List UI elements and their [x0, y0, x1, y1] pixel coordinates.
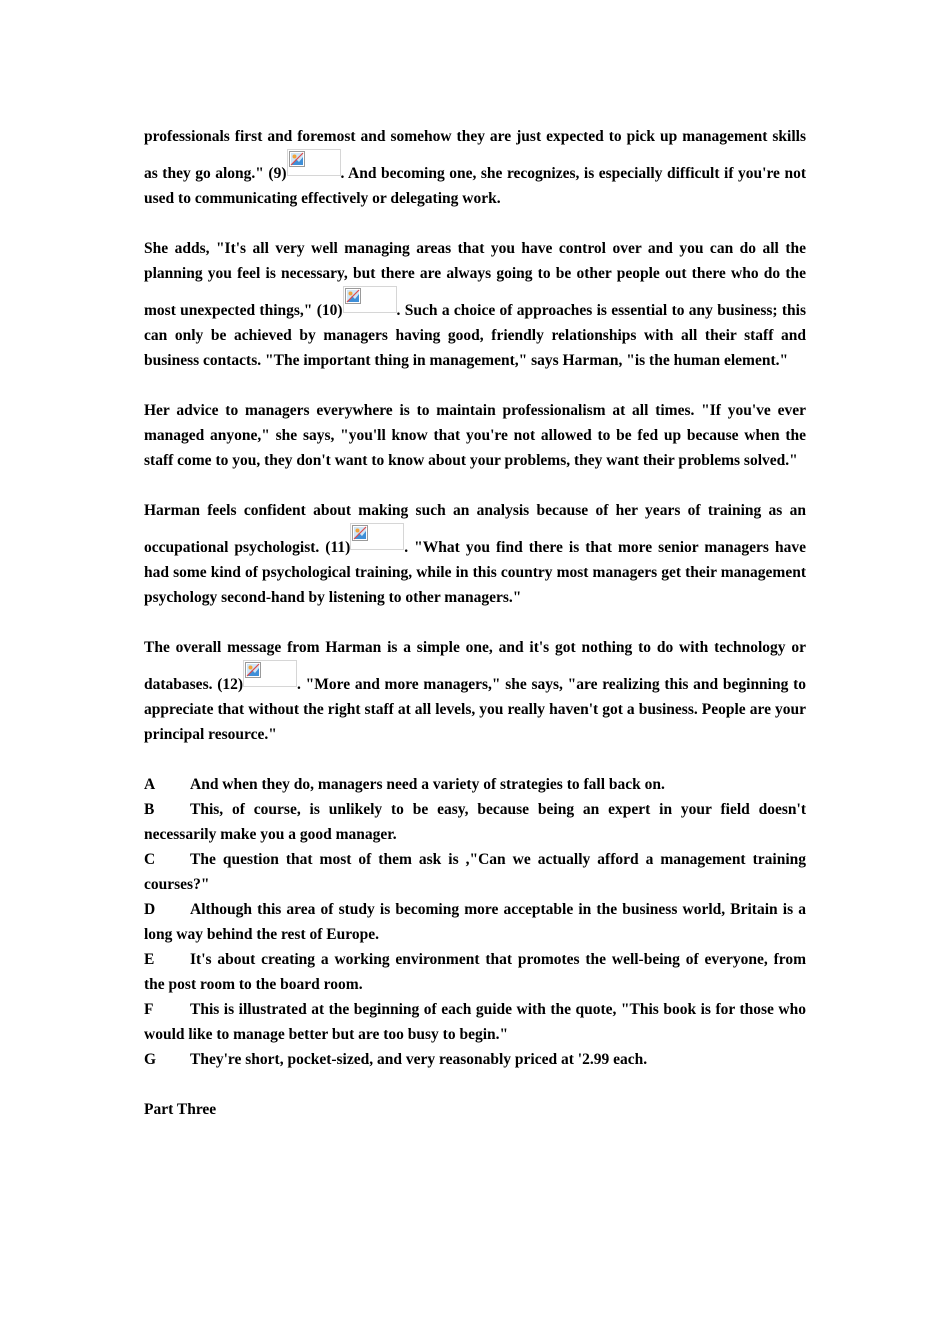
paragraph-2-text-after: . Such a choice of approaches is essential to any business; this can only be achieved by managers having good, friendly relationships with all their staff and business contacts. "The important thing in management," says Harman, "is the human element.": [144, 302, 807, 369]
option-f: [144, 997, 806, 1047]
option-a: [144, 772, 806, 797]
option-letter: A: [144, 776, 156, 793]
paragraph-4-text-before: Harman feels confident about making such an analysis because of her years of training as an occupational psychologist. (11): [144, 502, 806, 556]
option-d: [144, 897, 806, 947]
broken-image-icon: [345, 288, 361, 304]
paragraph-2: [144, 236, 806, 373]
option-letter: G: [144, 1051, 157, 1068]
option-letter: C: [144, 851, 156, 868]
option-text: And when they do, managers need a variety of strategies to fall back on.: [190, 776, 665, 793]
option-letter: D: [144, 901, 156, 918]
option-text: They're short, pocket-sized, and very reasonably priced at '2.99 each.: [190, 1051, 648, 1068]
paragraph-5-text-after: . "More and more managers," she says, "are realizing this and beginning to appreciate that without the right staff at all levels, you really haven't got a business. People are your principal resource.": [144, 676, 806, 743]
option-text: Although this area of study is becoming more acceptable in the business world, Britain is a long way behind the rest of Europe.: [144, 901, 806, 943]
broken-image-icon: [289, 151, 305, 167]
paragraph-5: [144, 635, 806, 747]
answer-options-list: [144, 772, 806, 1072]
option-text: This, of course, is unlikely to be easy, because being an expert in your field doesn't necessarily make you a good manager.: [144, 801, 806, 843]
paragraph-1-text-before: professionals first and foremost and somehow they are just expected to pick up management skills as they go along." (9): [144, 128, 806, 182]
section-heading: Part Three: [144, 1101, 217, 1118]
option-letter: F: [144, 1001, 154, 1018]
paragraph-4-text-after: . "What you find there is that more senior managers have had some kind of psychological training, while in this country most managers get their management psychology second-hand by listening to other managers.": [144, 539, 806, 606]
paragraph-5-text-before: The overall message from Harman is a simple one, and it's got nothing to do with technology or databases. (12): [144, 639, 806, 693]
paragraph-2-text-before: She adds, "It's all very well managing areas that you have control over and you can do all the planning you feel is necessary, but there are always going to be other people out there who do the most unexpected things," (10): [144, 240, 806, 319]
option-text: This is illustrated at the beginning of each guide with the quote, "This book is for those who would like to manage better but are too busy to begin.": [144, 1001, 806, 1043]
paragraph-3: Her advice to managers everywhere is to maintain professionalism at all times. "If you've ever managed anyone," she says, "you'll know that you're not allowed to be fed up because when the staff come to you, they don't want to know about your problems, they want their problems solved.": [144, 402, 806, 469]
option-text: The question that most of them ask is ,"Can we actually afford a management training courses?": [144, 851, 806, 893]
option-c: [144, 847, 806, 897]
answer-blank-10[interactable]: [343, 286, 397, 313]
paragraph-1-text-after: . And becoming one, she recognizes, is especially difficult if you're not used to communicating effectively or delegating work.: [144, 165, 806, 207]
option-letter: B: [144, 801, 155, 818]
broken-image-icon: [245, 662, 261, 678]
option-e: [144, 947, 806, 997]
option-g: [144, 1047, 806, 1072]
broken-image-icon: [352, 525, 368, 541]
answer-blank-12[interactable]: [243, 660, 297, 687]
paragraph-4: [144, 498, 806, 610]
document-page: [144, 124, 806, 1122]
answer-blank-11[interactable]: [350, 523, 404, 550]
option-text: It's about creating a working environment that promotes the well-being of everyone, from the post room to the board room.: [144, 951, 806, 993]
option-letter: E: [144, 951, 155, 968]
option-b: [144, 797, 806, 847]
answer-blank-9[interactable]: [287, 149, 341, 176]
paragraph-1: [144, 124, 806, 211]
